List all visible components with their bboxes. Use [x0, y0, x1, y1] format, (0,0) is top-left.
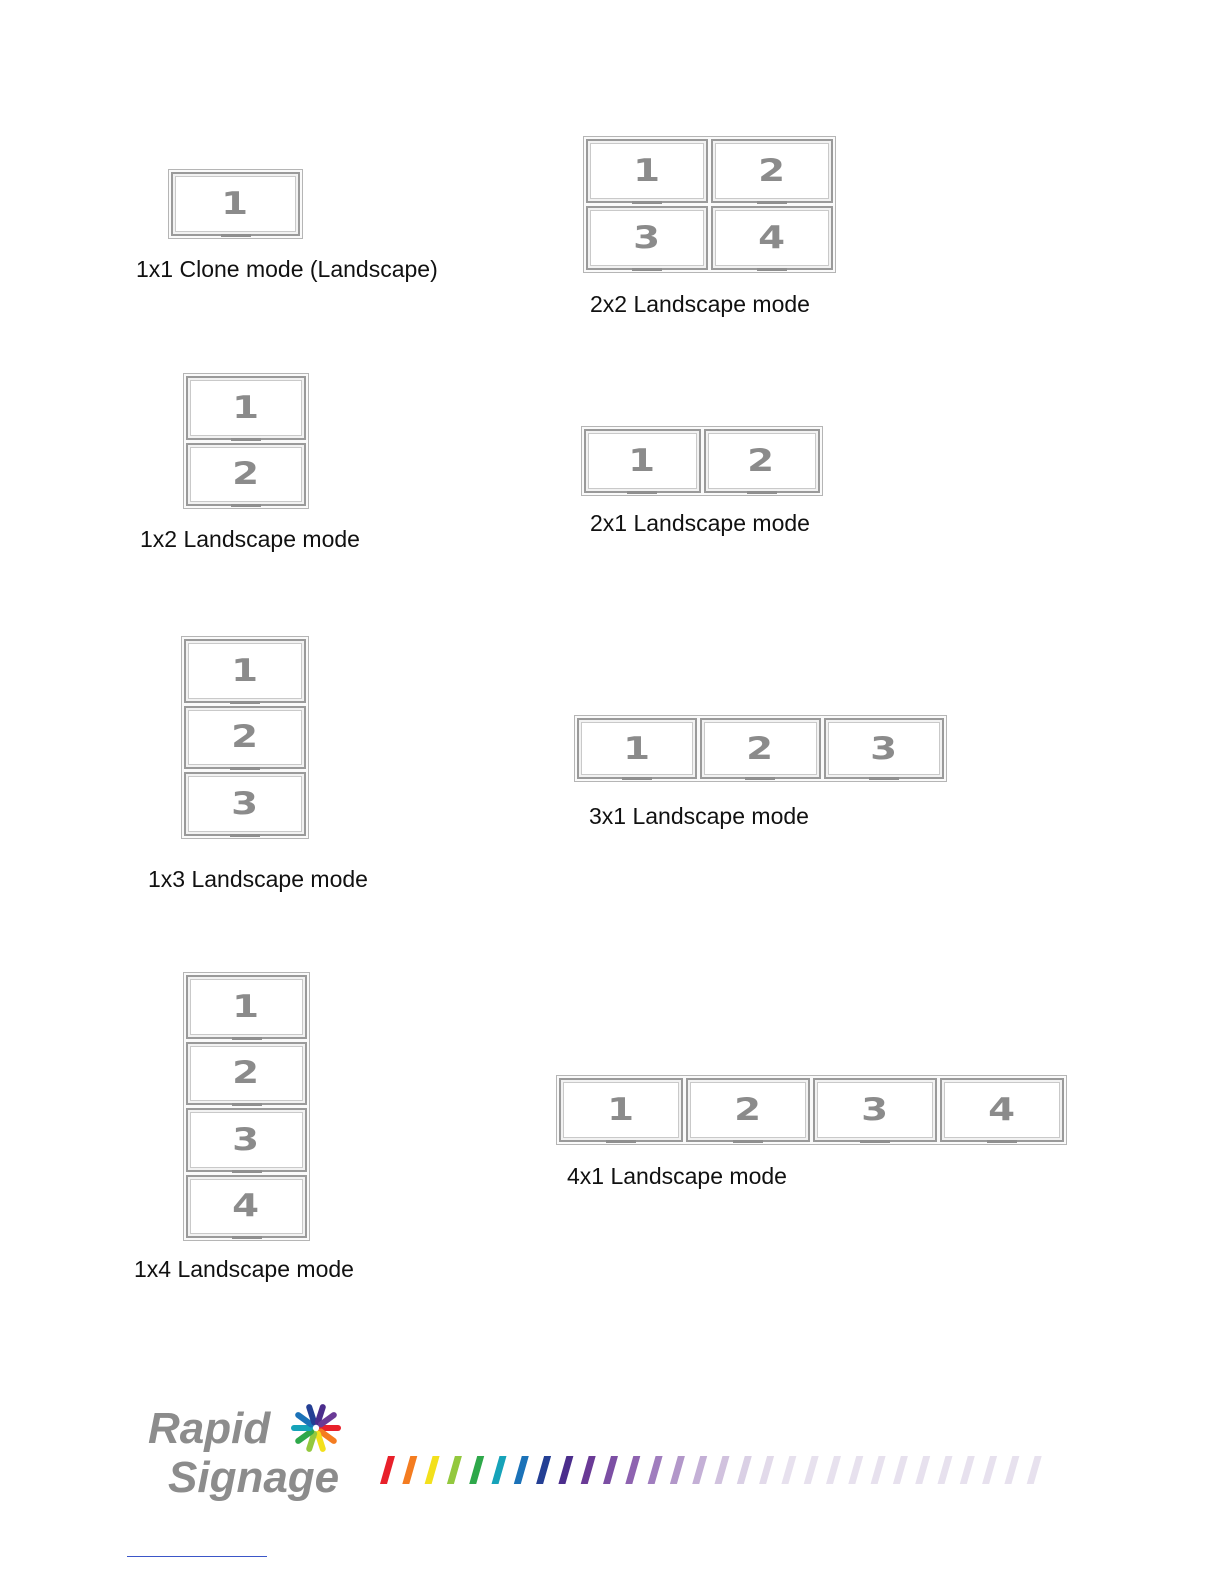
screen-panel: [184, 639, 306, 703]
screen-panel: [704, 429, 821, 493]
caption-1x1: 1x1 Clone mode (Landscape): [136, 256, 438, 282]
panel-number: 2: [746, 730, 775, 767]
screen-panel: [824, 718, 944, 779]
screen-panel: [586, 139, 708, 203]
caption-3x1: 3x1 Landscape mode: [589, 803, 809, 829]
logo-stripe: [425, 1456, 440, 1484]
panel-number: 1: [606, 1092, 636, 1128]
grid-1x3: [181, 636, 309, 839]
logo-stripe: [915, 1456, 930, 1484]
panel-number: 1: [623, 730, 652, 767]
logo-stripe: [893, 1456, 908, 1484]
logo-stripe: [692, 1456, 707, 1484]
panel-number: 3: [869, 730, 898, 767]
logo-stripe: [492, 1456, 507, 1484]
panel-number: 1: [628, 443, 657, 479]
panel-number: 2: [733, 1092, 763, 1128]
panel-number: 4: [757, 220, 787, 256]
logo-text-rapid: Rapid: [148, 1404, 271, 1453]
grid-4x1: [556, 1075, 1067, 1145]
grid-2x1: [581, 426, 823, 496]
panel-number: 1: [632, 153, 662, 189]
logo-stripe: [536, 1456, 551, 1484]
logo-stripe: [848, 1456, 863, 1484]
screen-panel: [940, 1078, 1064, 1142]
screen-panel: [186, 1042, 307, 1106]
logo-stripe: [380, 1456, 395, 1484]
panel-number: 1: [221, 186, 250, 222]
panel-number: 3: [632, 220, 662, 256]
panel-number: 4: [232, 1188, 261, 1225]
logo-stripe: [514, 1456, 529, 1484]
logo-stripe: [759, 1456, 774, 1484]
panel-number: 2: [757, 153, 787, 189]
logo-stripe: [558, 1456, 573, 1484]
screen-panel: [586, 206, 708, 270]
logo-stripe: [960, 1456, 975, 1484]
screen-panel: [184, 772, 306, 836]
panel-number: 4: [987, 1092, 1017, 1128]
caption-2x2: 2x2 Landscape mode: [590, 291, 810, 317]
screen-panel: [813, 1078, 937, 1142]
logo-stripe: [625, 1456, 640, 1484]
logo-stripe: [402, 1456, 417, 1484]
logo-stripe: [826, 1456, 841, 1484]
panel-number: 3: [860, 1092, 890, 1128]
logo-stripe: [1004, 1456, 1019, 1484]
panel-number: 2: [747, 443, 776, 479]
logo-stripe: [938, 1456, 953, 1484]
logo-text-signage: Signage: [168, 1453, 340, 1502]
logo-stripe: [804, 1456, 819, 1484]
screen-panel: [686, 1078, 810, 1142]
grid-1x2: [183, 373, 309, 509]
panel-number: 2: [230, 719, 260, 756]
panel-number: 1: [230, 652, 260, 689]
rapid-signage-logo: [148, 1396, 1078, 1506]
panel-number: 3: [230, 786, 260, 823]
panel-number: 3: [232, 1121, 261, 1158]
grid-1x4: [183, 972, 310, 1241]
screen-panel: [711, 206, 833, 270]
screen-panel: [186, 443, 306, 507]
grid-3x1: [574, 715, 947, 782]
logo-stripe: [737, 1456, 752, 1484]
caption-4x1: 4x1 Landscape mode: [567, 1163, 787, 1189]
screen-panel: [184, 706, 306, 770]
screen-panel: [186, 1175, 307, 1239]
panel-number: 1: [231, 389, 261, 426]
logo-stripe: [469, 1456, 484, 1484]
screen-panel: [186, 975, 307, 1039]
grid-1x1: [168, 169, 303, 239]
logo-stripe: [1027, 1456, 1042, 1484]
screen-panel: [700, 718, 820, 779]
logo-stripe: [603, 1456, 618, 1484]
screen-panel: [186, 376, 306, 440]
screen-panel: [711, 139, 833, 203]
logo-stripe: [648, 1456, 663, 1484]
logo-stripe: [781, 1456, 796, 1484]
logo-stripe: [715, 1456, 730, 1484]
panel-number: 2: [232, 1055, 261, 1092]
grid-2x2: [583, 136, 836, 273]
caption-2x1: 2x1 Landscape mode: [590, 510, 810, 536]
logo-star-icon: [294, 1407, 338, 1449]
caption-1x4: 1x4 Landscape mode: [134, 1256, 354, 1282]
panel-number: 1: [232, 988, 261, 1025]
screen-panel: [559, 1078, 683, 1142]
caption-1x3: 1x3 Landscape mode: [148, 866, 368, 892]
screen-panel: [577, 718, 697, 779]
caption-1x2: 1x2 Landscape mode: [140, 526, 360, 552]
logo-stripe: [447, 1456, 462, 1484]
screen-panel: [584, 429, 701, 493]
screen-panel: [171, 172, 300, 236]
bottom-rule: [127, 1556, 267, 1557]
logo-stripe: [982, 1456, 997, 1484]
screen-panel: [186, 1108, 307, 1172]
logo-stripes: [380, 1456, 1042, 1484]
panel-number: 2: [231, 456, 261, 493]
logo-stripe: [670, 1456, 685, 1484]
logo-stripe: [871, 1456, 886, 1484]
logo-stripe: [581, 1456, 596, 1484]
